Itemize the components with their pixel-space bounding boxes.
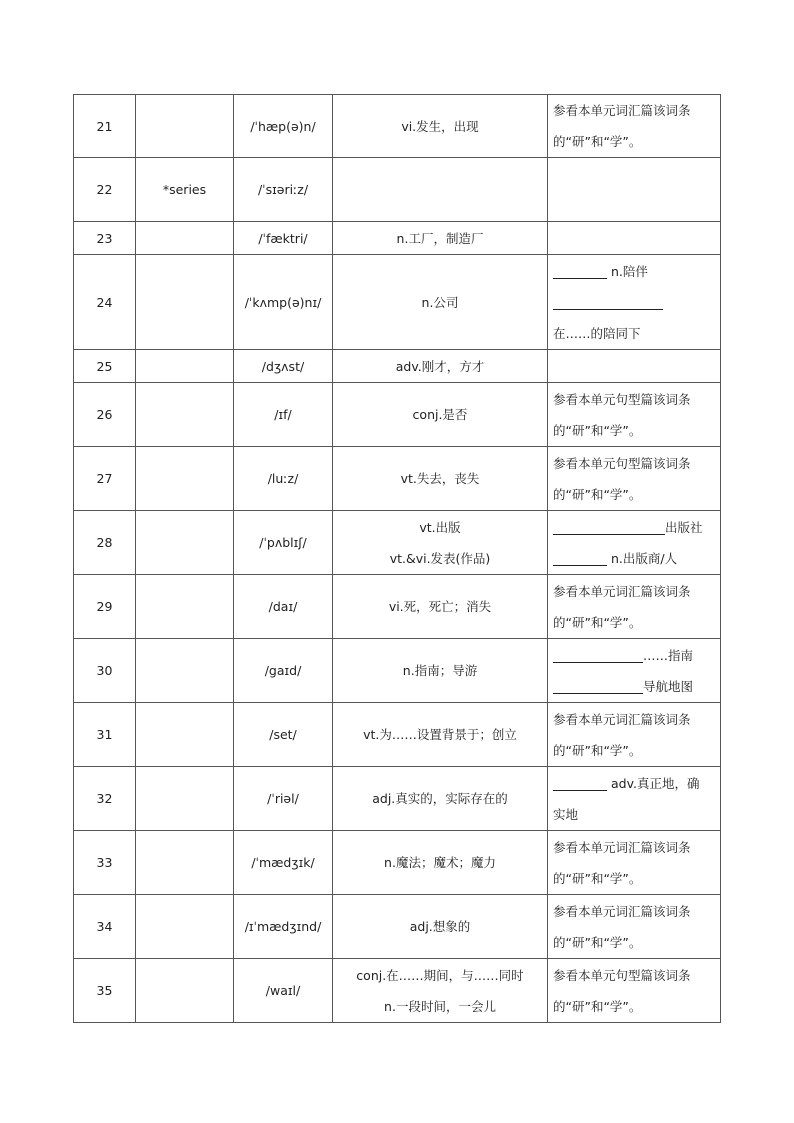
meaning-cell	[333, 703, 548, 767]
meaning-cell	[333, 255, 548, 350]
word-cell	[136, 383, 234, 447]
vocabulary-table-body	[74, 95, 721, 1023]
fill-in-blank[interactable]	[553, 775, 607, 791]
meaning-line: n.指南；导游	[402, 663, 478, 678]
fill-in-blank[interactable]	[553, 263, 607, 279]
note-line	[553, 607, 720, 638]
table-row	[74, 831, 721, 895]
meaning-cell	[333, 158, 548, 222]
note-line	[553, 799, 720, 830]
note-line	[553, 126, 720, 157]
note-line	[553, 991, 720, 1022]
table-row	[74, 350, 721, 383]
table-row	[74, 95, 721, 158]
note-line	[553, 318, 720, 349]
word-cell	[136, 959, 234, 1023]
note-text: adv.真正地，确	[607, 775, 700, 791]
table-row	[74, 639, 721, 703]
meaning-line: vt.出版	[419, 519, 461, 535]
meaning-cell	[333, 767, 548, 831]
note-cell	[548, 447, 721, 511]
row-number: 21	[74, 95, 136, 158]
phonetic-cell: /ɪˈmædʒɪnd/	[234, 895, 333, 959]
word-cell	[136, 831, 234, 895]
table-row	[74, 158, 721, 222]
note-text: 导航地图	[643, 678, 694, 694]
meaning-line: n.魔法；魔术；魔力	[384, 855, 496, 870]
word-cell	[136, 511, 234, 575]
note-text: 的“研”和“学”。	[553, 870, 642, 886]
meaning-cell	[333, 350, 548, 383]
note-line	[553, 927, 720, 958]
row-number: 27	[74, 447, 136, 511]
fill-in-blank[interactable]	[553, 519, 665, 535]
note-cell	[548, 831, 721, 895]
note-line	[553, 863, 720, 894]
phonetic-cell: /ˈpʌblɪʃ/	[234, 511, 333, 575]
note-cell	[548, 575, 721, 639]
phonetic-cell: /ˈkʌmp(ə)nɪ/	[234, 255, 333, 350]
table-row	[74, 511, 721, 575]
fill-in-blank[interactable]	[553, 647, 643, 663]
word-cell	[136, 222, 234, 255]
phonetic-cell: /ˈmædʒɪk/	[234, 831, 333, 895]
table-row	[74, 895, 721, 959]
phonetic-cell: /ˈriəl/	[234, 767, 333, 831]
note-line	[553, 640, 720, 671]
note-line	[553, 287, 720, 318]
note-text: 的“研”和“学”。	[553, 486, 642, 502]
note-line	[553, 768, 720, 799]
meaning-line: adv.刚才，方才	[395, 358, 485, 374]
phonetic-cell: /ˈhæp(ə)n/	[234, 95, 333, 158]
note-text: 的“研”和“学”。	[553, 934, 642, 950]
meaning-cell	[333, 895, 548, 959]
note-line	[553, 735, 720, 766]
row-number: 22	[74, 158, 136, 222]
table-row	[74, 383, 721, 447]
meaning-cell	[333, 447, 548, 511]
note-text: 在……的陪同下	[553, 325, 641, 341]
meaning-cell	[333, 959, 548, 1023]
phonetic-cell: /gaɪd/	[234, 639, 333, 703]
row-number: 26	[74, 383, 136, 447]
word-cell: *series	[136, 158, 234, 222]
meaning-line: adj.想象的	[409, 919, 471, 934]
word-cell	[136, 767, 234, 831]
note-line	[553, 256, 720, 287]
table-row	[74, 959, 721, 1023]
note-line	[553, 543, 720, 574]
row-number: 30	[74, 639, 136, 703]
row-number: 29	[74, 575, 136, 639]
phonetic-cell: /waɪl/	[234, 959, 333, 1023]
note-line	[553, 384, 720, 415]
word-cell	[136, 255, 234, 350]
meaning-cell	[333, 222, 548, 255]
note-line	[553, 415, 720, 446]
meaning-line: conj.在……期间，与……同时	[356, 967, 524, 983]
note-text: 参看本单元句型篇该词条	[553, 455, 691, 471]
note-cell	[548, 703, 721, 767]
note-cell	[548, 767, 721, 831]
note-line	[553, 512, 720, 543]
note-text: 出版社	[665, 519, 703, 535]
row-number: 34	[74, 895, 136, 959]
note-text: 的“研”和“学”。	[553, 614, 642, 630]
phonetic-cell: /luːz/	[234, 447, 333, 511]
meaning-line: adj.真实的，实际存在的	[372, 791, 508, 806]
note-cell	[548, 383, 721, 447]
meaning-line: n.公司	[421, 294, 459, 310]
word-cell	[136, 350, 234, 383]
word-cell	[136, 95, 234, 158]
phonetic-cell: /ɪf/	[234, 383, 333, 447]
row-number: 23	[74, 222, 136, 255]
note-cell	[548, 95, 721, 158]
meaning-line: vi.发生，出现	[401, 118, 479, 134]
table-row	[74, 255, 721, 350]
note-text: 实地	[553, 806, 579, 822]
meaning-line: vt.&vi.发表(作品)	[389, 550, 491, 566]
word-cell	[136, 703, 234, 767]
row-number: 24	[74, 255, 136, 350]
note-text: 的“研”和“学”。	[553, 998, 642, 1014]
note-line	[553, 960, 720, 991]
row-number: 35	[74, 959, 136, 1023]
meaning-cell	[333, 383, 548, 447]
note-cell	[548, 255, 721, 350]
meaning-line: vt.失去，丧失	[400, 471, 480, 486]
fill-in-blank[interactable]	[553, 678, 643, 694]
note-cell	[548, 511, 721, 575]
word-cell	[136, 447, 234, 511]
table-row	[74, 447, 721, 511]
note-text: 参看本单元词汇篇该词条	[553, 583, 691, 599]
note-text: 的“研”和“学”。	[553, 742, 642, 758]
note-line	[553, 704, 720, 735]
note-text: n.出版商/人	[607, 550, 678, 566]
note-line	[553, 671, 720, 702]
note-text: 参看本单元句型篇该词条	[553, 391, 691, 407]
note-text: 参看本单元词汇篇该词条	[553, 711, 691, 727]
note-line	[553, 896, 720, 927]
phonetic-cell: /ˈfæktri/	[234, 222, 333, 255]
note-text: 参看本单元词汇篇该词条	[553, 839, 691, 855]
note-cell	[548, 222, 721, 255]
meaning-line: vi.死，死亡；消失	[388, 599, 492, 614]
note-line	[553, 576, 720, 607]
note-text: 参看本单元词汇篇该词条	[553, 103, 691, 118]
word-cell	[136, 575, 234, 639]
meaning-cell	[333, 95, 548, 158]
note-cell	[548, 959, 721, 1023]
table-row	[74, 703, 721, 767]
meaning-cell	[333, 511, 548, 575]
row-number: 32	[74, 767, 136, 831]
word-cell	[136, 639, 234, 703]
note-text: n.陪伴	[607, 263, 648, 279]
phonetic-cell: /set/	[234, 703, 333, 767]
meaning-line: n.工厂，制造厂	[396, 230, 484, 246]
meaning-cell	[333, 575, 548, 639]
row-number: 28	[74, 511, 136, 575]
table-row	[74, 222, 721, 255]
table-row	[74, 767, 721, 831]
phonetic-cell: /daɪ/	[234, 575, 333, 639]
note-text: 的“研”和“学”。	[553, 134, 642, 149]
note-text: 参看本单元词汇篇该词条	[553, 903, 691, 919]
meaning-line: n.一段时间，一会儿	[384, 998, 496, 1014]
phonetic-cell: /dʒʌst/	[234, 350, 333, 383]
note-text: ……指南	[643, 647, 694, 663]
word-cell	[136, 895, 234, 959]
note-text: 参看本单元句型篇该词条	[553, 967, 691, 983]
note-line	[553, 448, 720, 479]
note-cell	[548, 895, 721, 959]
table-row	[74, 575, 721, 639]
note-line	[553, 95, 720, 126]
fill-in-blank[interactable]	[553, 550, 607, 566]
note-line	[553, 832, 720, 863]
meaning-line: vt.为……设置背景于；创立	[363, 727, 517, 742]
row-number: 33	[74, 831, 136, 895]
note-cell	[548, 158, 721, 222]
fill-in-blank[interactable]	[553, 294, 663, 310]
meaning-cell	[333, 831, 548, 895]
note-text: 的“研”和“学”。	[553, 422, 642, 438]
phonetic-cell: /ˈsɪəriːz/	[234, 158, 333, 222]
vocabulary-table	[73, 94, 721, 1023]
row-number: 25	[74, 350, 136, 383]
row-number: 31	[74, 703, 136, 767]
note-cell	[548, 350, 721, 383]
meaning-line: conj.是否	[412, 407, 468, 422]
note-cell	[548, 639, 721, 703]
note-line	[553, 479, 720, 510]
meaning-cell	[333, 639, 548, 703]
